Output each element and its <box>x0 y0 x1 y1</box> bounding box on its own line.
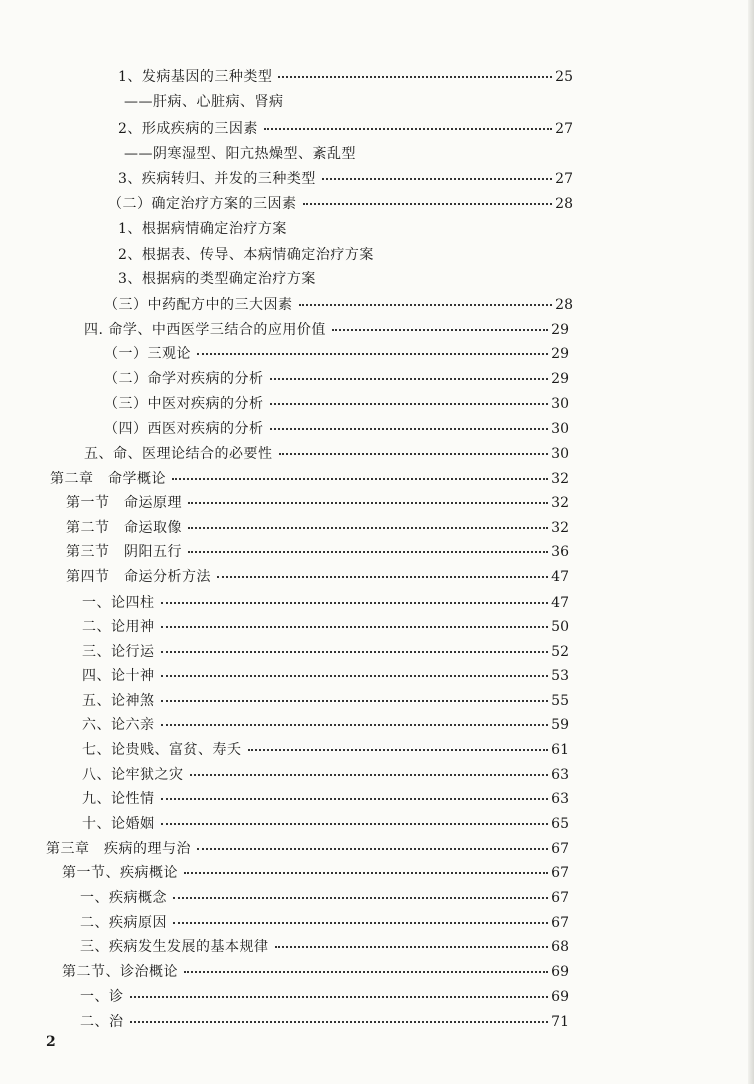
toc-entry-title: 五、论神煞 <box>82 693 155 709</box>
toc-entry-page: 28 <box>555 297 573 313</box>
toc-entry-page: 63 <box>551 791 569 807</box>
toc-entry-title: 一、疾病概念 <box>80 890 167 906</box>
toc-entry-title: 五、命、医理论结合的必要性 <box>84 446 273 462</box>
toc-leader-dots <box>172 478 548 480</box>
toc-leader-dots <box>161 700 549 702</box>
toc-entry <box>124 145 356 163</box>
toc-entry-title: 2、根据表、传导、本病情确定治疗方案 <box>118 247 374 263</box>
toc-leader-dots <box>161 724 549 726</box>
toc-entry <box>50 470 569 488</box>
toc-entry-page: 27 <box>555 121 573 137</box>
toc-entry-title: 3、根据病的类型确定治疗方案 <box>118 271 316 287</box>
toc-entry-page: 69 <box>551 989 569 1005</box>
toc-leader-dots <box>322 178 552 180</box>
toc-entry <box>124 93 284 111</box>
toc-leader-dots <box>264 128 552 130</box>
toc-entry-page: 30 <box>551 446 569 462</box>
toc-entry <box>62 864 569 882</box>
toc-leader-dots <box>161 602 549 604</box>
toc-entry-title: （二）命学对疾病的分析 <box>104 371 264 387</box>
toc-entry-page: 27 <box>555 171 573 187</box>
toc-leader-dots <box>161 823 549 825</box>
toc-leader-dots <box>188 551 548 553</box>
toc-entry <box>66 568 569 586</box>
toc-entry-title: 一、论四柱 <box>82 595 155 611</box>
toc-entry-page: 28 <box>555 196 573 212</box>
toc-entry-title: 八、论牢狱之灾 <box>82 767 184 783</box>
toc-entry <box>84 321 569 339</box>
toc-entry <box>66 494 569 512</box>
toc-entry-title: （三）中医对疾病的分析 <box>104 396 264 412</box>
toc-entry <box>80 938 569 956</box>
toc-entry-page: 61 <box>551 742 569 758</box>
toc-entry-page: 69 <box>551 964 569 980</box>
toc-entry-page: 67 <box>551 865 569 881</box>
toc-entry <box>118 246 374 264</box>
toc-entry <box>104 296 573 314</box>
toc-leader-dots <box>173 897 548 899</box>
toc-entry <box>46 840 569 858</box>
toc-entry-title: （一）三观论 <box>104 346 191 362</box>
toc-entry <box>80 988 569 1006</box>
toc-entry-page: 32 <box>551 471 569 487</box>
toc-entry-title: （二）确定治疗方案的三因素 <box>108 196 297 212</box>
toc-leader-dots <box>278 76 552 78</box>
toc-leader-dots <box>270 428 549 430</box>
toc-entry <box>62 963 569 981</box>
toc-leader-dots <box>197 353 548 355</box>
toc-entry <box>118 120 573 138</box>
toc-entry <box>104 395 569 413</box>
toc-entry-title: 1、根据病情确定治疗方案 <box>118 221 287 237</box>
toc-entry-title: 一、诊 <box>80 989 124 1005</box>
toc-entry-title: 二、治 <box>80 1014 124 1030</box>
toc-entry-title: ——肝病、心脏病、肾病 <box>124 94 284 110</box>
toc-entry-page: 29 <box>551 322 569 338</box>
toc-entry-title: 第三章 疾病的理与治 <box>46 841 191 857</box>
toc-leader-dots <box>303 203 553 205</box>
toc-entry-page: 32 <box>551 495 569 511</box>
toc-leader-dots <box>248 749 549 751</box>
toc-entry <box>66 543 569 561</box>
toc-entry-page: 47 <box>551 569 569 585</box>
toc-entry-page: 71 <box>551 1014 569 1030</box>
toc-entry-title: 三、疾病发生发展的基本规律 <box>80 939 269 955</box>
toc-entry-title: 六、论六亲 <box>82 717 155 733</box>
toc-entry <box>82 716 569 734</box>
toc-leader-dots <box>188 527 548 529</box>
toc-leader-dots <box>275 946 549 948</box>
toc-entry-page: 36 <box>551 544 569 560</box>
toc-entry-page: 29 <box>551 346 569 362</box>
toc-entry <box>104 345 569 363</box>
toc-leader-dots <box>197 848 548 850</box>
toc-entry-page: 63 <box>551 767 569 783</box>
toc-entry-title: 九、论性情 <box>82 791 155 807</box>
toc-entry-title: 四、论十神 <box>82 668 155 684</box>
toc-entry <box>82 692 569 710</box>
toc-leader-dots <box>130 1021 549 1023</box>
toc-entry-page: 67 <box>551 890 569 906</box>
toc-leader-dots <box>184 971 548 973</box>
toc-leader-dots <box>279 453 549 455</box>
toc-entry-title: 四. 命学、中西医学三结合的应用价值 <box>84 322 326 338</box>
toc-leader-dots <box>161 626 549 628</box>
toc-entry <box>82 815 569 833</box>
toc-entry <box>82 741 569 759</box>
toc-entry-page: 50 <box>551 619 569 635</box>
toc-entry-title: 第二节、诊治概论 <box>62 964 178 980</box>
toc-entry <box>104 420 569 438</box>
toc-entry <box>118 270 316 288</box>
toc-entry-title: 十、论婚姻 <box>82 816 155 832</box>
toc-entry <box>82 766 569 784</box>
toc-entry-title: 第二节 命运取像 <box>66 520 182 536</box>
toc-entry-page: 30 <box>551 421 569 437</box>
toc-entry-title: 二、论用神 <box>82 619 155 635</box>
toc-entry <box>82 594 569 612</box>
toc-entry <box>82 618 569 636</box>
toc-leader-dots <box>130 996 549 998</box>
toc-entry-page: 53 <box>551 668 569 684</box>
toc-entry-title: 七、论贵贱、富贫、寿夭 <box>82 742 242 758</box>
toc-entry-page: 32 <box>551 520 569 536</box>
toc-entry-page: 67 <box>551 841 569 857</box>
toc-leader-dots <box>217 576 548 578</box>
toc-entry-title: 第二章 命学概论 <box>50 471 166 487</box>
toc-entry-title: （三）中药配方中的三大因素 <box>104 297 293 313</box>
toc-leader-dots <box>190 774 549 776</box>
toc-entry <box>118 220 287 238</box>
toc-entry-title: ——阴寒湿型、阳亢热燥型、紊乱型 <box>124 146 356 162</box>
toc-entry-page: 30 <box>551 396 569 412</box>
toc-entry <box>104 370 569 388</box>
toc-entry-title: 第三节 阴阳五行 <box>66 544 182 560</box>
toc-entry-page: 68 <box>551 939 569 955</box>
toc-entry <box>82 667 569 685</box>
toc-leader-dots <box>188 502 548 504</box>
toc-entry <box>66 519 569 537</box>
toc-entry-title: 二、疾病原因 <box>80 915 167 931</box>
toc-entry <box>80 914 569 932</box>
toc-entry <box>82 790 569 808</box>
toc-entry-title: 第一节 命运原理 <box>66 495 182 511</box>
toc-leader-dots <box>332 329 548 331</box>
toc-leader-dots <box>173 922 548 924</box>
toc-entry <box>82 643 569 661</box>
toc-entry <box>80 889 569 907</box>
toc-entry-page: 59 <box>551 717 569 733</box>
toc-leader-dots <box>161 651 549 653</box>
toc-leader-dots <box>270 403 549 405</box>
toc-entry-page: 29 <box>551 371 569 387</box>
toc-entry-page: 25 <box>555 69 573 85</box>
toc-leader-dots <box>299 304 553 306</box>
toc-entry <box>118 68 573 86</box>
toc-leader-dots <box>270 378 549 380</box>
toc-entry <box>84 445 569 463</box>
toc-entry-title: 第一节、疾病概论 <box>62 865 178 881</box>
toc-entry-title: 1、发病基因的三种类型 <box>118 69 273 85</box>
page-edge <box>748 0 754 1084</box>
toc-entry-page: 47 <box>551 595 569 611</box>
toc-entry <box>118 170 573 188</box>
toc-entry-title: 2、形成疾病的三因素 <box>118 121 258 137</box>
toc-entry-title: 三、论行运 <box>82 644 155 660</box>
toc-entry-page: 55 <box>551 693 569 709</box>
toc-entry-title: 第四节 命运分析方法 <box>66 569 211 585</box>
toc-entry-page: 67 <box>551 915 569 931</box>
toc-entry-title: （四）西医对疾病的分析 <box>104 421 264 437</box>
toc-entry-page: 65 <box>551 816 569 832</box>
toc-leader-dots <box>161 675 549 677</box>
toc-entry <box>108 195 573 213</box>
page-number: 2 <box>46 1034 56 1050</box>
toc-leader-dots <box>184 872 548 874</box>
toc-entry-page: 52 <box>551 644 569 660</box>
toc-entry <box>80 1013 569 1031</box>
toc-entry-title: 3、疾病转归、并发的三种类型 <box>118 171 316 187</box>
toc-leader-dots <box>161 798 549 800</box>
